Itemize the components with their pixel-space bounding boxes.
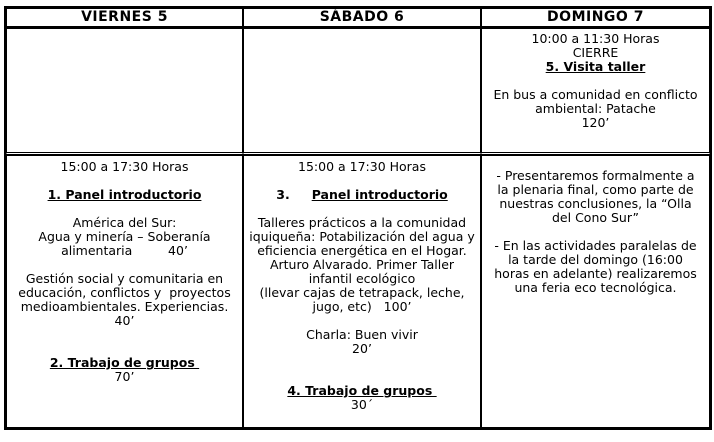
domingo-label: CIERRE — [572, 45, 619, 60]
afternoon-row — [6, 155, 710, 428]
domingo-p1-3: nuestras conclusiones, la “Olla — [499, 196, 692, 211]
viernes-gestion-3: medioambientales. Experiencias. — [20, 299, 229, 314]
viernes-title-1: 1. Panel introductorio — [47, 187, 202, 202]
domingo-duration: 120’ — [581, 115, 610, 130]
sabado-title-1-num: 3. — [276, 187, 290, 202]
sabado-charla: Charla: Buen vivir — [306, 327, 418, 342]
sabado-talleres-6: (llevar cajas de tetrapack, leche, — [259, 285, 465, 300]
domingo-desc-1: En bus a comunidad en conflicto — [493, 87, 698, 102]
domingo-title: 5. Visita taller — [545, 59, 646, 74]
viernes-time: 15:00 a 17:30 Horas — [60, 159, 189, 174]
sabado-talleres-7: jugo, etc) 100’ — [312, 299, 412, 314]
domingo-p1-1: - Presentaremos formalmente a — [496, 168, 695, 183]
viernes-topic-2: alimentaria 40’ — [61, 243, 188, 258]
sabado-title-1-wrap — [244, 188, 480, 202]
cell-viernes-afternoon — [6, 155, 243, 428]
cell-domingo-afternoon — [481, 155, 710, 428]
domingo-p1-4: del Cono Sur” — [552, 210, 639, 225]
cell-viernes-morning — [6, 28, 243, 155]
cell-sabado-morning — [243, 28, 481, 155]
viernes-gestion-2: educación, conflictos y proyectos — [18, 285, 231, 300]
header-row — [6, 8, 710, 28]
sabado-time: 15:00 a 17:30 Horas — [298, 159, 426, 174]
header-sabado: SÁBADO 6 — [243, 8, 481, 28]
domingo-desc-2: ambiental: Patache — [535, 101, 656, 116]
header-domingo: DOMINGO 7 — [481, 8, 710, 28]
sabado-title-2: 4. Trabajo de grupos — [287, 383, 437, 398]
schedule-table — [4, 6, 712, 430]
sabado-title-2-duration: 30´ — [350, 397, 374, 412]
sabado-charla-duration: 20’ — [352, 341, 372, 356]
domingo-p2-1: - En las actividades paralelas de — [494, 238, 697, 253]
sabado-talleres-1: Talleres prácticos a la comunidad — [257, 215, 467, 230]
cell-sabado-afternoon — [243, 155, 481, 428]
sabado-talleres-2: iquiqueña: Potabilización del agua y — [249, 229, 475, 244]
header-viernes: VIERNES 5 — [6, 8, 243, 28]
domingo-time: 10:00 a 11:30 Horas — [531, 31, 660, 46]
domingo-p2-4: una feria eco tecnológica. — [514, 280, 677, 295]
sabado-title-1: Panel introductorio — [311, 187, 448, 202]
viernes-title-2-duration: 70’ — [114, 369, 135, 384]
domingo-p1-2: la plenaria final, como parte de — [497, 182, 694, 197]
viernes-gestion-duration: 40’ — [114, 313, 135, 328]
domingo-p2-2: la tarde del domingo (16:00 — [508, 252, 683, 267]
domingo-p2-3: horas en adelante) realizaremos — [494, 266, 697, 281]
viernes-title-2: 2. Trabajo de grupos — [49, 355, 200, 370]
viernes-region: América del Sur: — [72, 215, 177, 230]
cell-domingo-morning — [481, 28, 710, 155]
sabado-talleres-4: Arturo Alvarado. Primer Taller — [269, 257, 455, 272]
sabado-talleres-3: eficiencia energética en el Hogar. — [257, 243, 467, 258]
viernes-gestion-1: Gestión social y comunitaria en — [25, 271, 224, 286]
morning-row — [6, 28, 710, 155]
viernes-topic-1: Agua y minería – Soberanía — [38, 229, 211, 244]
sabado-talleres-5: infantil ecológico — [308, 271, 416, 286]
